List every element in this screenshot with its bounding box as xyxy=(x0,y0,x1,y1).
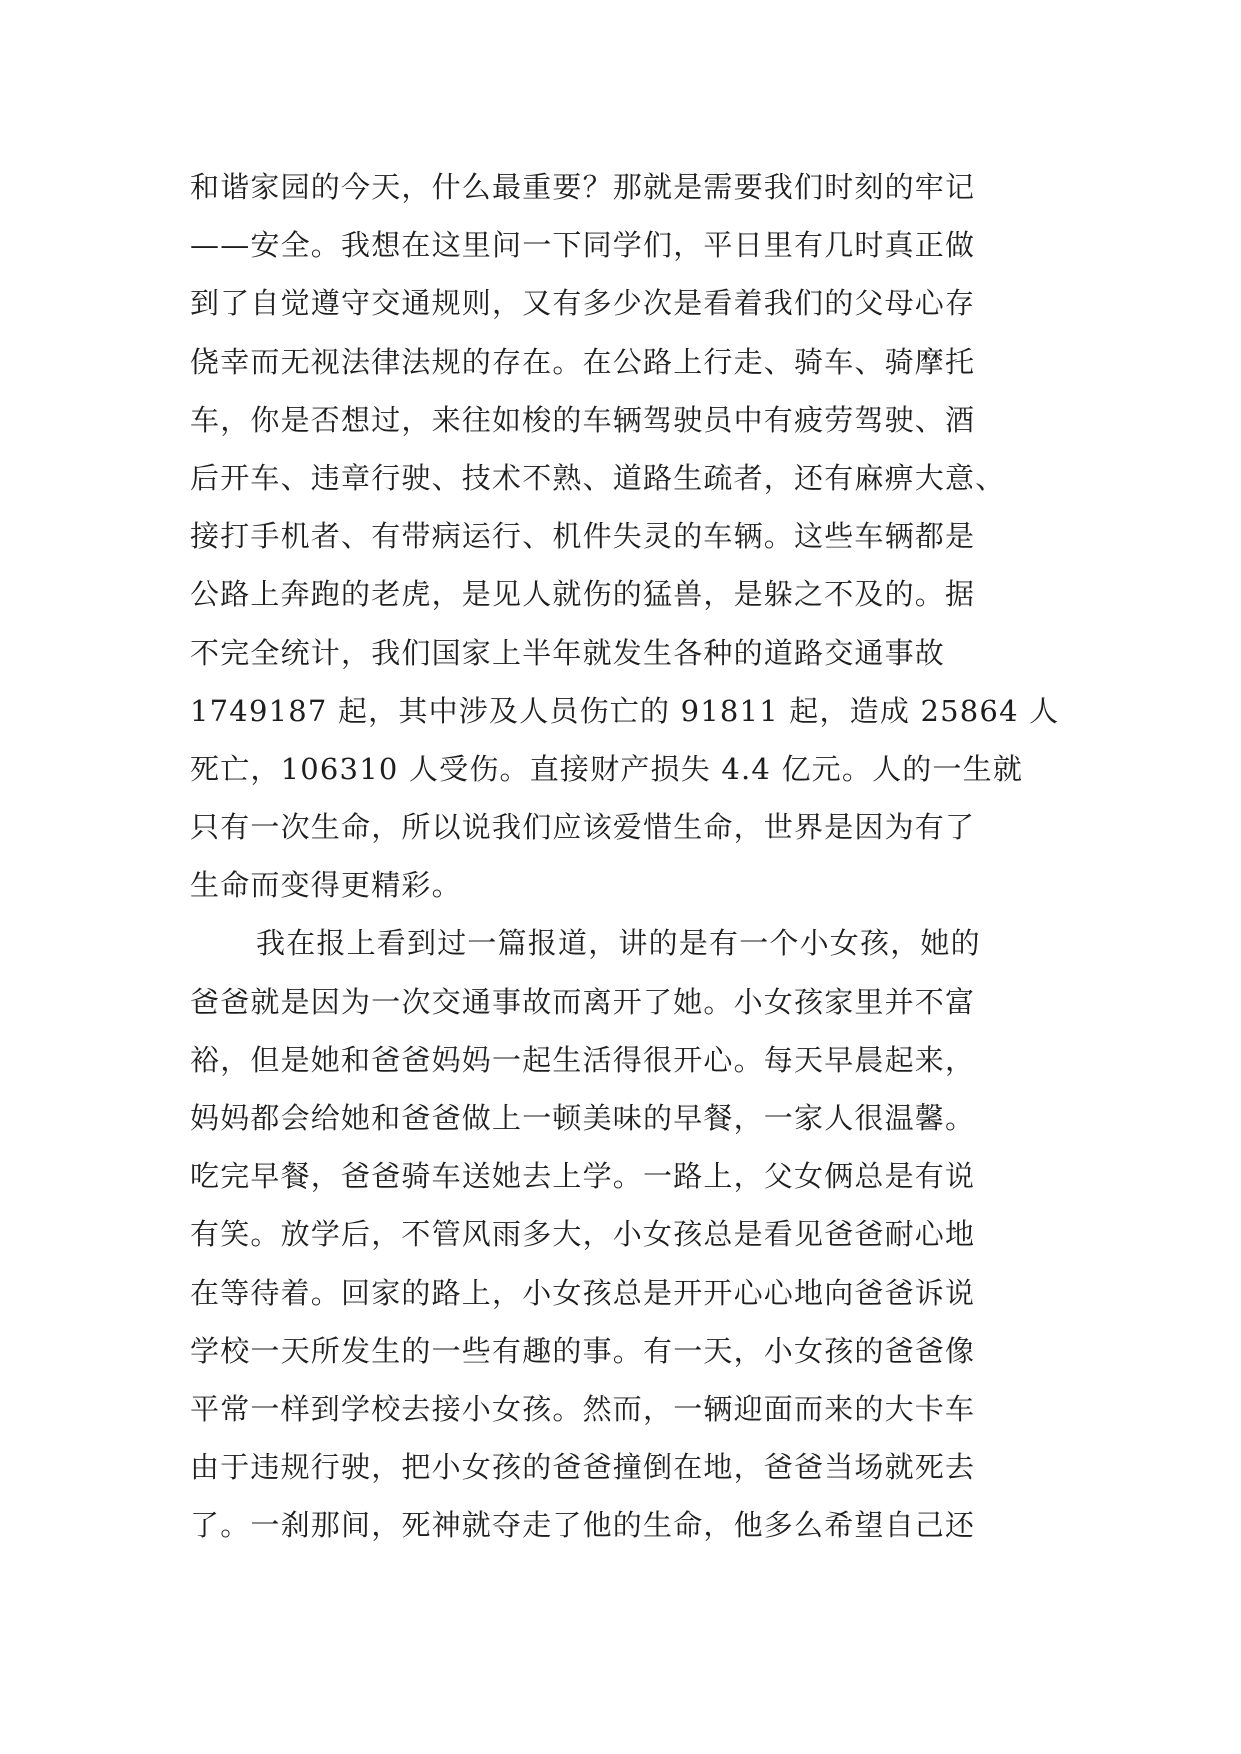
text-line: 侥幸而无视法律法规的存在。在公路上行走、骑车、骑摩托 xyxy=(190,344,976,379)
text-line: 和谐家园的今天，什么最重要？那就是需要我们时刻的牢记 xyxy=(190,170,976,204)
text-line: 爸爸就是因为一次交通事故而离开了她。小女孩家里并不富 xyxy=(190,984,976,1019)
text-line: 1749187 起，其中涉及人员伤亡的 91811 起，造成 25864 人 xyxy=(190,693,1060,728)
text-line: 不完全统计，我们国家上半年就发生各种的道路交通事故 xyxy=(190,635,946,670)
text-line: 吃完早餐，爸爸骑车送她去上学。一路上，父女俩总是有说 xyxy=(190,1159,976,1194)
paragraph-2 xyxy=(190,914,1070,1554)
text-line: 死亡，106310 人受伤。直接财产损失 4.4 亿元。人的一生就 xyxy=(190,751,1024,786)
text-line: 有笑。放学后，不管风雨多大，小女孩总是看见爸爸耐心地 xyxy=(190,1217,976,1252)
text-line: 后开车、违章行驶、技术不熟、道路生疏者，还有麻痹大意、 xyxy=(190,460,1006,495)
paragraph-1 xyxy=(190,158,1070,914)
text-line: 生命而变得更精彩。 xyxy=(190,868,462,903)
text-line: 妈妈都会给她和爸爸做上一顿美味的早餐，一家人很温馨。 xyxy=(190,1101,976,1135)
text-line: 在等待着。回家的路上，小女孩总是开开心心地向爸爸诉说 xyxy=(190,1275,976,1310)
text-line: 由于违规行驶，把小女孩的爸爸撞倒在地，爸爸当场就死去 xyxy=(190,1450,976,1485)
text-line: 车，你是否想过，来往如梭的车辆驾驶员中有疲劳驾驶、酒 xyxy=(190,402,976,437)
text-line: 学校一天所发生的一些有趣的事。有一天，小女孩的爸爸像 xyxy=(190,1333,976,1368)
text-line: 只有一次生命，所以说我们应该爱惜生命，世界是因为有了 xyxy=(190,810,976,845)
text-line: 平常一样到学校去接小女孩。然而，一辆迎面而来的大卡车 xyxy=(190,1391,976,1426)
text-line: 到了自觉遵守交通规则，又有多少次是看着我们的父母心存 xyxy=(190,286,976,321)
text-line: 公路上奔跑的老虎，是见人就伤的猛兽，是躲之不及的。据 xyxy=(190,577,976,612)
text-line: 接打手机者、有带病运行、机件失灵的车辆。这些车辆都是 xyxy=(190,519,976,554)
text-line: 了。一刹那间，死神就夺走了他的生命，他多么希望自己还 xyxy=(190,1508,976,1543)
document-body xyxy=(190,158,1070,1555)
text-line-first-indented: 我在报上看到过一篇报道，讲的是有一个小女孩，她的 xyxy=(256,926,981,961)
text-line: ——安全。我想在这里问一下同学们，平日里有几时真正做 xyxy=(190,228,976,263)
text-line: 裕，但是她和爸爸妈妈一起生活得很开心。每天早晨起来， xyxy=(190,1042,976,1077)
